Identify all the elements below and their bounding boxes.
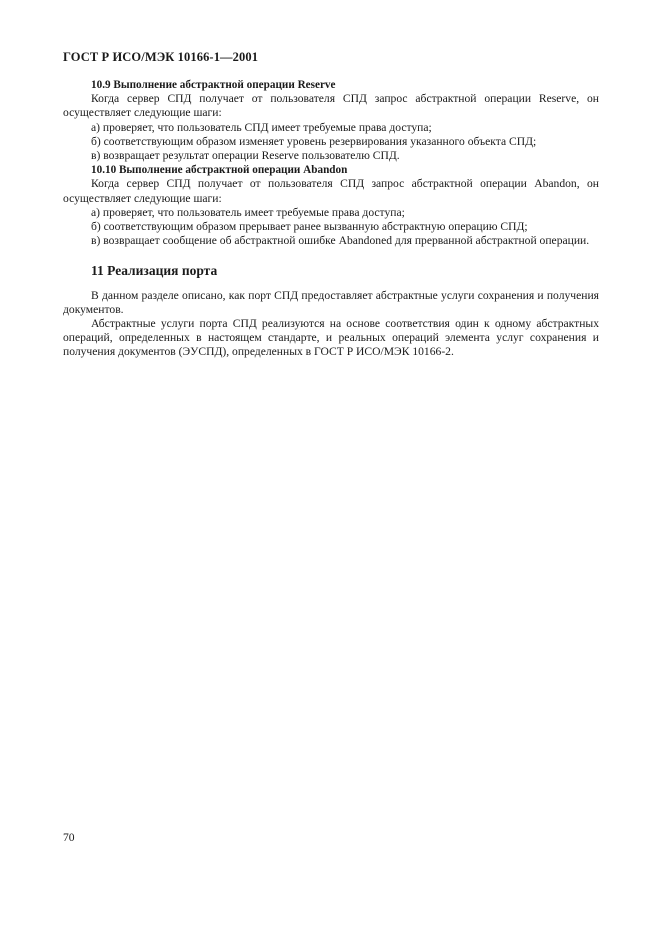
page-body	[63, 78, 599, 360]
section-10-10-item-c: в) возвращает сообщение об абстрактной ошибке Abandoned для прерванной абстрактной операции.	[91, 234, 590, 248]
section-10-9-item-c: в) возвращает результат операции Reserve пользователю СПД.	[91, 149, 400, 163]
page-number: 70	[63, 831, 75, 844]
section-10-10-item-a: а) проверяет, что пользователь имеет требуемые права доступа;	[91, 205, 405, 219]
section-11-heading: 11 Реализация порта	[91, 263, 218, 279]
section-10-10-intro: Когда сервер СПД получает от пользователя СПД запрос абстрактной операции Abandon, он осуществляет следующие шаги:	[63, 177, 599, 205]
document-header: ГОСТ Р ИСО/МЭК 10166-1—2001	[63, 50, 259, 64]
section-10-9-item-a: а) проверяет, что пользователь СПД имеет требуемые права доступа;	[91, 120, 432, 134]
section-10-10-heading: 10.10 Выполнение абстрактной операции Abandon	[91, 164, 348, 177]
section-11-paragraph-1: В данном разделе описано, как порт СПД предоставляет абстрактные услуги сохранения и получения документов.	[63, 288, 599, 316]
section-10-9-heading: 10.9 Выполнение абстрактной операции Reserve	[91, 79, 336, 91]
section-10-10-item-b: б) соответствующим образом прерывает ранее вызванную абстрактную операцию СПД;	[91, 220, 528, 234]
section-11-paragraph-2: Абстрактные услуги порта СПД реализуются на основе соответствия один к одному абстрактных операций, определенных в настоящем стандарте, и реальных операций элемента услуг сохранения и получения документов (ЭУСПД), определенных в ГОСТ Р ИСО/МЭК 10166-2.	[63, 317, 599, 359]
section-10-9-intro: Когда сервер СПД получает от пользователя СПД запрос абстрактной операции Reserve, он осуществляет следующие шаги:	[63, 92, 599, 120]
section-10-9-item-b: б) соответствующим образом изменяет уровень резервирования указанного объекта СПД;	[91, 134, 537, 148]
